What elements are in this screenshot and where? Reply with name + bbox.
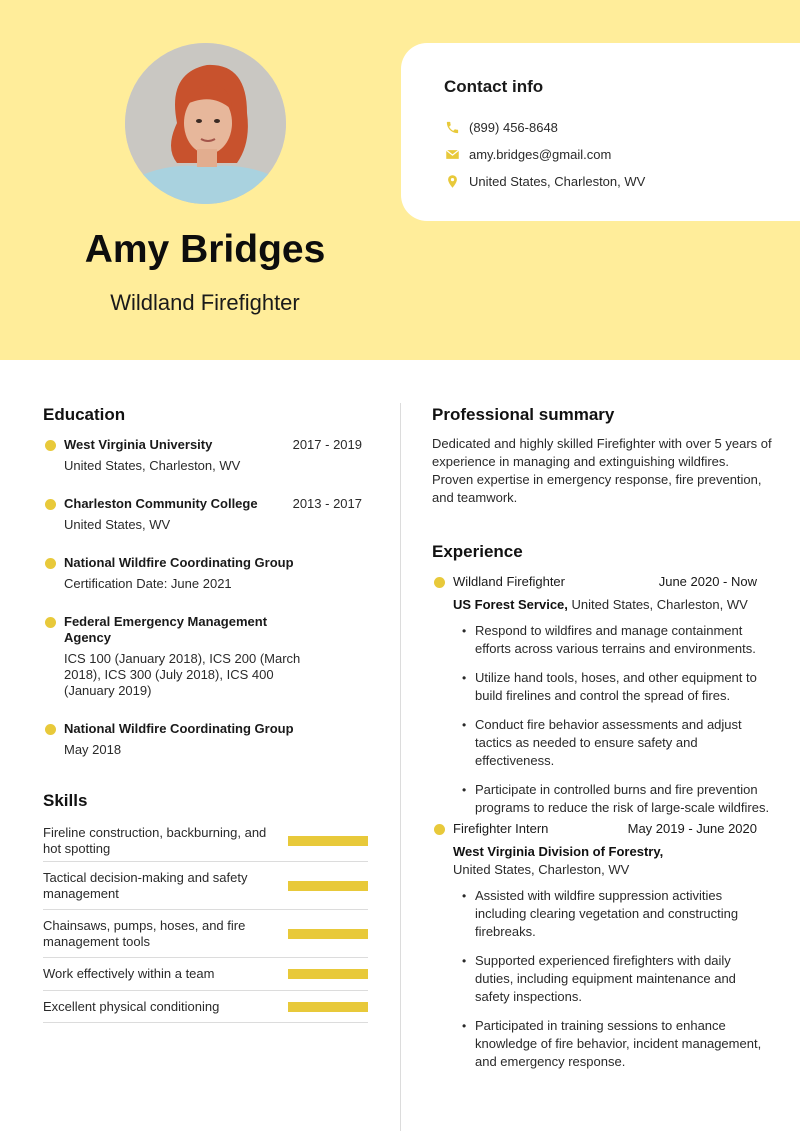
contact-email-row: [444, 146, 611, 162]
job-entry: [432, 821, 772, 1082]
skill-level-bar: [288, 969, 368, 979]
skill-label: Work effectively within a team: [43, 966, 215, 981]
job-duty: • Supported experienced firefighters with daily duties, including equipment maintenance and safety inspections.: [462, 952, 772, 1006]
skill-row: [43, 910, 368, 958]
candidate-role: Wildland Firefighter: [110, 290, 300, 315]
education-item: [43, 437, 368, 474]
job-employer: West Virginia Division of Forestry,: [453, 844, 664, 859]
skill-label: Excellent physical conditioning: [43, 998, 220, 1014]
education-date: 2013 - 2017: [292, 496, 362, 511]
job-title: Firefighter Intern: [453, 821, 549, 836]
education-detail: ICS 100 (January 2018), ICS 200 (March 2018), ICS 300 (July 2018), ICS 400 (January 2019): [64, 651, 301, 698]
education-institution: National Wildfire Coordinating Group: [64, 721, 294, 736]
column-divider: [400, 403, 401, 1131]
skills-list: [43, 820, 368, 1023]
education-item: [43, 614, 368, 699]
job-organization: [453, 596, 772, 614]
contact-phone[interactable]: (899) 456-8648: [469, 119, 558, 135]
contact-location-row: [444, 173, 645, 189]
job-employer: US Forest Service,: [453, 597, 568, 612]
skill-row: [43, 991, 368, 1023]
bullet-dot: [45, 558, 56, 569]
job-date: June 2020 - Now: [658, 574, 757, 589]
mail-icon: [444, 146, 460, 162]
profile-photo: [125, 43, 286, 204]
job-location: United States, Charleston, WV: [453, 862, 630, 877]
bullet-dot: [45, 724, 56, 735]
skill-label: Tactical decision-making and safety management: [43, 869, 248, 901]
contact-email[interactable]: amy.bridges@gmail.com: [469, 146, 612, 162]
education-institution: Federal Emergency Management Agency: [64, 614, 268, 645]
contact-phone-row: [444, 119, 558, 135]
summary-title: Professional summary: [432, 405, 615, 424]
bullet-dot: [45, 617, 56, 628]
skill-level-bar: [288, 1002, 368, 1012]
education-institution: National Wildfire Coordinating Group: [64, 555, 294, 570]
education-date: 2017 - 2019: [292, 437, 362, 452]
job-duty: • Respond to wildfires and manage containment efforts across various terrains and environments.: [462, 622, 772, 658]
job-date: May 2019 - June 2020: [627, 821, 757, 836]
skill-row: [43, 862, 368, 910]
job-entry: [432, 574, 772, 828]
job-duty: • Utilize hand tools, hoses, and other equipment to build firelines and control the spread of fires.: [462, 669, 772, 705]
job-organization: [453, 843, 772, 879]
skill-level-fill: [288, 836, 368, 846]
education-detail: May 2018: [64, 742, 122, 757]
contact-title: Contact info: [444, 77, 544, 96]
job-duties: [462, 887, 772, 1071]
education-title: Education: [43, 405, 126, 424]
skill-label: Chainsaws, pumps, hoses, and fire management tools: [43, 917, 246, 949]
skill-level-bar: [288, 881, 368, 891]
contact-location: United States, Charleston, WV: [469, 173, 646, 189]
header-band: [0, 0, 800, 360]
candidate-name: Amy Bridges: [84, 228, 326, 271]
skill-level-fill: [288, 929, 368, 939]
skills-title: Skills: [43, 791, 88, 810]
education-detail: United States, Charleston, WV: [64, 458, 241, 473]
education-item: [43, 721, 368, 758]
phone-icon: [444, 119, 460, 135]
job-duty: • Participate in controlled burns and fire prevention programs to reduce the risk of large-scale wildfires.: [462, 781, 772, 817]
summary-text: Dedicated and highly skilled Firefighter with over 5 years of experience in managing and extinguishing wildfires. Proven expertise in emergency response, fire prevention, and teamwork.: [432, 436, 772, 505]
job-duty: • Conduct fire behavior assessments and adjust tactics as needed to ensure safety and effectiveness.: [462, 716, 772, 770]
skill-level-bar: [288, 929, 368, 939]
education-detail: United States, WV: [64, 517, 171, 532]
experience-title: Experience: [432, 542, 523, 561]
skill-level-fill: [288, 881, 368, 891]
education-item: [43, 555, 368, 592]
skill-level-bar: [288, 836, 368, 846]
bullet-dot: [45, 499, 56, 510]
education-institution: West Virginia University: [64, 437, 213, 452]
skill-label: Fireline construction, backburning, and hot spotting: [43, 824, 267, 856]
location-pin-icon: [444, 173, 460, 189]
skill-level-fill: [288, 969, 368, 979]
education-detail: Certification Date: June 2021: [64, 576, 232, 591]
skill-row: [43, 820, 368, 862]
job-title: Wildland Firefighter: [453, 574, 565, 589]
job-location: United States, Charleston, WV: [567, 597, 748, 612]
bullet-dot: [45, 440, 56, 451]
job-duty: • Participated in training sessions to enhance knowledge of fire behavior, incident management, and emergency response.: [462, 1017, 772, 1071]
job-duties: [462, 622, 772, 817]
job-duty: • Assisted with wildfire suppression activities including clearing vegetation and constructing firebreaks.: [462, 887, 772, 941]
education-item: [43, 496, 368, 533]
education-institution: Charleston Community College: [64, 496, 258, 511]
skill-level-fill: [288, 1002, 368, 1012]
contact-card: [401, 43, 800, 221]
skill-row: [43, 958, 368, 991]
